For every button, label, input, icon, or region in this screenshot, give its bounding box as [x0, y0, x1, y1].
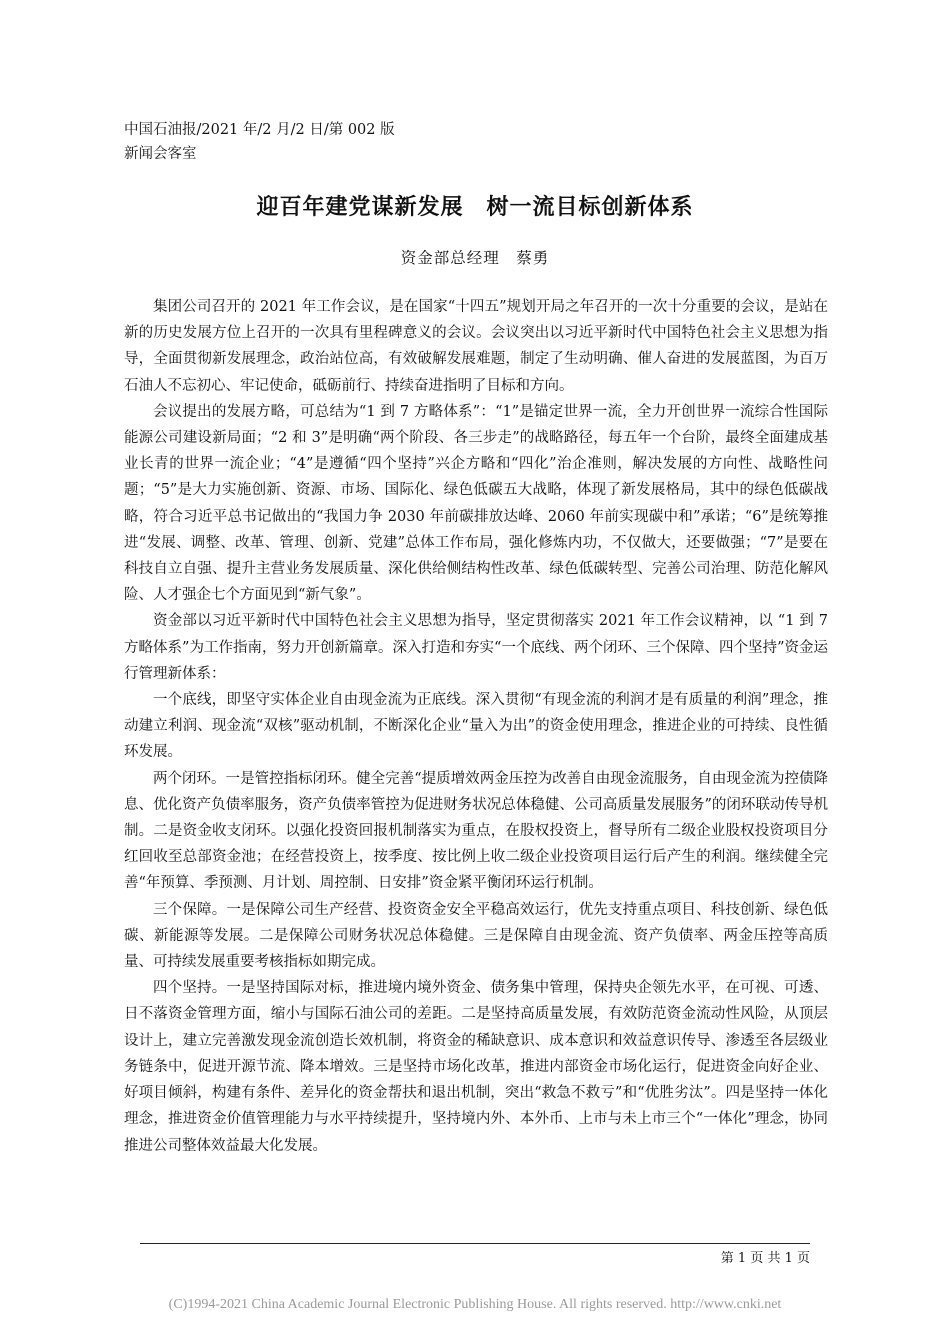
article-author: 资金部总经理 蔡勇 — [400, 249, 550, 267]
article-title: 迎百年建党谋新发展 树一流目标创新体系 — [256, 195, 694, 220]
footer-divider — [140, 1243, 810, 1244]
copyright-footer: (C)1994-2021 China Academic Journal Electronic Publishing House. All rights reserved. http://www.cnki.net — [168, 1297, 782, 1312]
article-body — [124, 294, 828, 1159]
paragraph: 集团公司召开的 2021 年工作会议，是在国家“十四五”规划开局之年召开的一次十分重要的会议，是站在新的历史发展方位上召开的一次具有里程碑意义的会议。会议突出以习近平新时代中国特色社会主义思想为指导，全面贯彻新发展理念，政治站位高，有效破解发展难题，制定了生动明确、催人奋进的发展蓝图，为百万石油人不忘初心、牢记使命，砥砺前行、持续奋进指明了目标和方向。 — [124, 299, 828, 394]
page-number: 第 1 页 共 1 页 — [720, 1251, 810, 1266]
paragraph: 四个坚持。一是坚持国际对标，推进境内境外资金、债务集中管理，保持央企领先水平，在可视、可透、日不落资金管理方面，缩小与国际石油公司的差距。二是坚持高质量发展，有效防范资金流动性风险，从顶层设计上，建立完善激发现金流创造长效机制，将资金的稀缺意识、成本意识和效益意识传导、渗透至各层级业务链条中，促进开源节流、降本增效。三是坚持市场化改革，推进内部资金市场化运行，促进资金向好企业、好项目倾斜，构建有条件、差异化的资金帮扶和退出机制，突出“救急不救亏”和“优胜劣汰”。四是坚持一体化理念，推进资金价值管理能力与水平持续提升，坚持境内外、本外币、上市与未上市三个“一体化”理念，协同推进公司整体效益最大化发展。 — [124, 980, 828, 1154]
paragraph: 会议提出的发展方略，可总结为“1 到 7 方略体系”：“1”是锚定世界一流，全力开创世界一流综合性国际能源公司建设新局面；“2 和 3”是明确“两个阶段、各三步走”的战略路径，每五年一个台阶，最终全面建成基业长青的世界一流企业；“4”是遵循“四个坚持”兴企方略和“四化”治企准则，解决发展的方向性、战略性问题；“5”是大力实施创新、资源、市场、国际化、绿色低碳五大战略，体现了新发展格局，其中的绿色低碳战略，符合习近平总书记做出的“我国力争 2030 年前碳排放达峰、2060 年前实现碳中和”承诺；“6”是统筹推进“发展、调整、改革、管理、创新、党建”总体工作布局，强化修炼内功，不仅做大，还要做强；“7”是要在科技自立自强、提升主营业务发展质量、深化供给侧结构性改革、绿色低碳转型、完善公司治理、防范化解风险、人才强企七个方面见到“新气象”。 — [124, 403, 828, 604]
paragraph: 一个底线，即坚守实体企业自由现金流为正底线。深入贯彻“有现金流的利润才是有质量的利润”理念，推动建立利润、现金流“双核”驱动机制，不断深化企业“量入为出”的资金使用理念，推进企业的可持续、良性循环发展。 — [124, 692, 828, 761]
source-line: 中国石油报/2021 年/2 月/2 日/第 002 版 — [124, 122, 395, 138]
paragraph: 三个保障。一是保障公司生产经营、投资资金安全平稳高效运行，优先支持重点项目、科技创新、绿色低碳、新能源等发展。二是保障公司财务状况总体稳健。三是保障自由现金流、资产负债率、两金压控等高质量、可持续发展重要考核指标如期完成。 — [124, 901, 828, 971]
column-name: 新闻会客室 — [124, 146, 197, 162]
source-block — [124, 118, 395, 166]
paragraph: 资金部以习近平新时代中国特色社会主义思想为指导，坚定贯彻落实 2021 年工作会议精神，以 “1 到 7 方略体系”为工作指南，努力开创新篇章。深入打造和夯实“一个底线、两个闭环、三个保障、四个坚持”资金运行管理新体系： — [124, 613, 828, 682]
paragraph: 两个闭环。一是管控指标闭环。健全完善“提质增效两金压控为改善自由现金流服务，自由现金流为控债降息、优化资产负债率服务，资产负债率管控为促进财务状况总体稳健、公司高质量发展服务”的闭环联动传导机制。二是资金收支闭环。以强化投资回报机制落实为重点，在股权投资上，督导所有二级企业股权投资项目分红回收至总部资金池；在经营投资上，按季度、按比例上收二级企业投资项目运行后产生的利润。继续健全完善“年预算、季预测、月计划、周控制、日安排”资金紧平衡闭环运行机制。 — [124, 770, 828, 892]
